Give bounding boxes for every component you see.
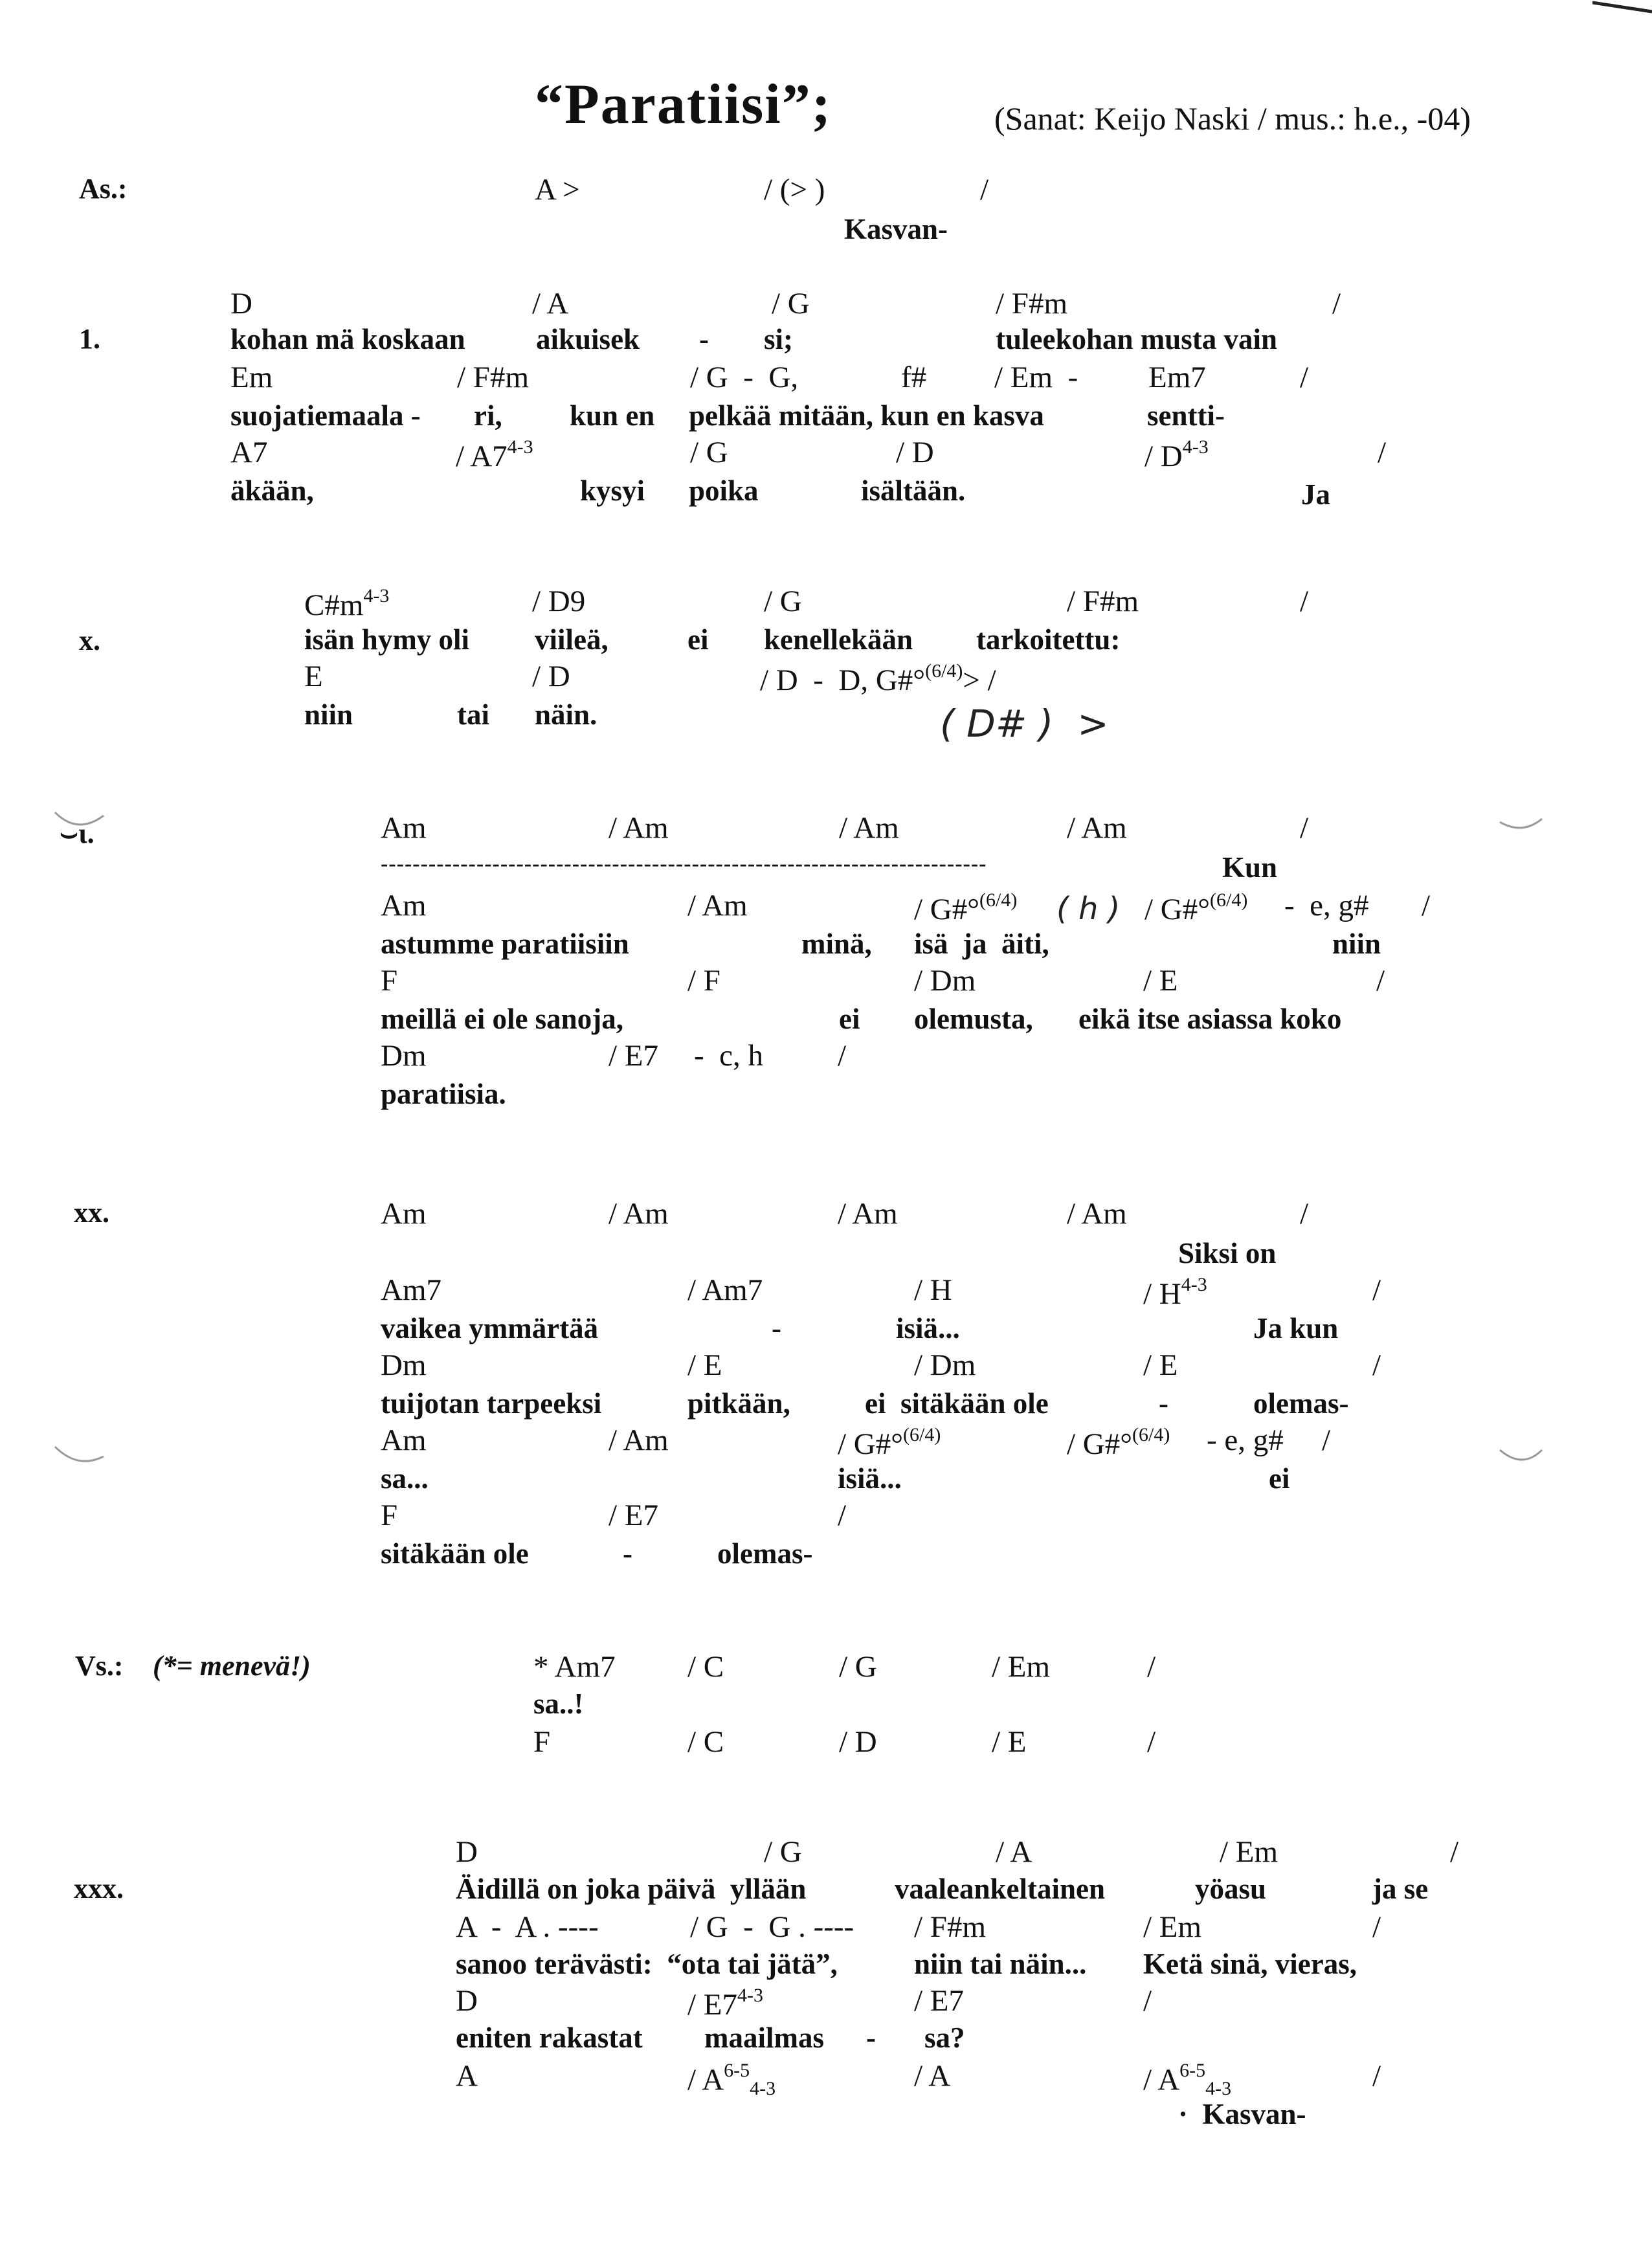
chord: / Am7 [687,1273,763,1307]
chord: Em [230,361,273,394]
chord: / Em [992,1650,1051,1684]
lyric: minä, [801,928,872,960]
lyric: aikuisek [536,323,640,355]
chord: D [456,1984,478,2018]
lyric: eniten rakastat [456,2022,643,2054]
chord: Am [381,811,427,845]
chord: / Dm [914,964,976,998]
chord-with-extension [1143,2061,1231,2099]
chord: / Am [1067,1197,1127,1231]
handwritten-annotation: ( D# ) > [940,702,1109,746]
lyric: tarkoitettu: [976,623,1121,656]
chord: / [1372,1910,1381,1944]
chord-subscript: 4-3 [1205,2078,1232,2099]
chord: / Am [687,889,748,922]
chord: / E7 [608,1039,659,1073]
chord: F [381,964,398,998]
lyric: niin tai näin... [914,1948,1087,1980]
lyric: niin [1332,928,1381,960]
chord: / Am [839,811,899,845]
chord: / F#m [996,287,1068,320]
lyric: niin [304,698,353,731]
section-note: (*= menevä!) [153,1650,311,1682]
chord-with-extension [838,1425,941,1460]
credits: (Sanat: Keijo Naski / mus.: h.e., -04) [994,100,1471,137]
lyric: olemas- [717,1537,813,1570]
chord: / [1378,436,1387,469]
chord-superscript: (6/4) [903,1424,941,1445]
chord: Am [381,1423,427,1457]
section-label-x: x. [79,625,100,656]
chord: / F#m [1067,585,1139,618]
lyric: vaikea ymmärtää [381,1312,599,1344]
lyric: suojatiemaala - [230,399,421,432]
lyric: - [866,2022,876,2054]
lyric: viileä, [535,623,608,656]
chord: - e, g# [1284,889,1369,922]
lyric: sanoo terävästi: “ota tai jätä”, [456,1948,838,1980]
lyric: ri, [474,399,502,432]
chord-root: / A [1143,2063,1180,2097]
scan-mark-arc [1497,1437,1548,1476]
chord: / [1422,889,1431,922]
chord: D [230,287,252,320]
chord-superscript: (6/4) [979,889,1018,911]
chord: / E7 [608,1499,659,1532]
dash-line: ---------------------------------------------------------------------------- [381,852,987,876]
chord-root: / A7 [456,440,508,473]
chord: / D [896,436,934,469]
chord: / [1372,1348,1381,1382]
chord: / F [687,964,720,998]
chord: / [980,173,989,206]
lyric: tuleekohan musta vain [996,323,1278,355]
chord: / Em - [994,361,1078,394]
chord: / G - G . ---- [690,1910,854,1944]
lyric: kun en [570,399,655,432]
lyric: sitäkään ole [381,1537,529,1570]
chord: - c, h [694,1039,764,1073]
chord-with-extension [1067,1425,1170,1460]
chord: / A [532,287,569,320]
chord-with-extension [760,662,996,696]
chord: / E [687,1348,722,1382]
chord: / Em [1220,1835,1278,1869]
lyric: Kasvan- [844,213,948,245]
lyric: kysyi [580,474,645,507]
lyric: eikä itse asiassa koko [1078,1003,1342,1035]
section-label-xxx: xxx. [74,1873,124,1904]
chord: A > [535,173,580,206]
chord: E [304,660,323,693]
handwritten-annotation: ( h ) [1056,891,1121,927]
chord: / F#m [457,361,530,394]
lyric: isä ja äiti, [914,928,1049,960]
lyric: Ja kun [1253,1312,1339,1344]
chord: - e, g# [1207,1423,1284,1457]
lyric: isiä... [896,1312,960,1344]
chord: / [1322,1423,1331,1457]
lyric: pitkään, [687,1387,790,1420]
lyric: paratiisia. [381,1078,506,1110]
lyric: ei sitäkään ole [865,1387,1049,1420]
chord-with-extension [914,891,1017,925]
chord-superscript: 6-5 [1179,2060,1206,2081]
chord: / Am [1067,811,1127,845]
chord: / A [996,1835,1032,1869]
chord-root: / D [1144,440,1183,473]
lyric: näin. [535,698,597,731]
lyric: - [623,1537,632,1570]
lyric: kohan mä koskaan [230,323,465,355]
chord: / [838,1039,847,1073]
chord-superscript: 4-3 [507,436,533,458]
page-title: “Paratiisi”; [535,73,832,136]
lyric: isiä... [838,1462,902,1495]
lyric: ei [839,1003,860,1035]
chord: / D [839,1725,877,1759]
chord: f# [901,361,927,394]
lyric: ei [687,623,709,656]
lyric: ja se [1372,1873,1429,1905]
chord: / [1147,1725,1156,1759]
lyric: tai [457,698,489,731]
lyric: isän hymy oli [304,623,470,656]
chord: / E [1143,1348,1178,1382]
chord: / G [839,1650,877,1684]
chord: / [838,1499,847,1532]
chord: / Am [608,1197,669,1231]
lyric: - [772,1312,781,1344]
chord: Am7 [381,1273,441,1307]
chord: Em7 [1148,361,1206,394]
chord: A7 [230,436,268,469]
lyric: Ketä sinä, vieras, [1143,1948,1357,1980]
lyric: sa? [924,2022,965,2054]
chord: / [1143,1984,1152,2018]
lyric: Siksi on [1178,1237,1277,1269]
chord: / E7 [914,1984,965,2018]
lyric: · Kasvan- [1178,2098,1306,2130]
chord-superscript: 4-3 [1182,436,1209,458]
chord: Dm [381,1039,427,1073]
lyric: - [1159,1387,1168,1420]
chord: / [1376,964,1385,998]
chord-root: / G#° [838,1427,904,1461]
chord: / (> ) [764,173,825,206]
lyric: Äidillä on joka päivä yllään [456,1873,807,1905]
lyric: olemas- [1253,1387,1349,1420]
lyric: meillä ei ole sanoja, [381,1003,623,1035]
chord: / C [687,1725,724,1759]
chord: / H [914,1273,952,1307]
chord: / [1332,287,1341,320]
lyric: tuijotan tarpeeksi [381,1387,602,1420]
section-label-intro: As.: [79,173,128,205]
section-label-chorus: ⌣ɩ. [60,818,95,849]
lyric: vaaleankeltainen [895,1873,1106,1905]
lyric: Kun [1222,851,1278,884]
chord: / E [992,1725,1027,1759]
chord-with-extension [687,2061,776,2099]
chord: D [456,1835,478,1869]
chord: A [456,2059,478,2093]
chord: / [1372,2059,1381,2093]
chord: / G [764,1835,802,1869]
lyric: äkään, [230,474,314,507]
chord: / D9 [532,585,586,618]
chord-subscript: 4-3 [750,2078,776,2099]
lyric: yöasu [1195,1873,1267,1905]
chord-superscript: 4-3 [1181,1274,1207,1295]
chord-superscript: (6/4) [1210,889,1248,911]
chord: / G [690,436,728,469]
chord-with-extension [1144,438,1209,472]
chord: / Dm [914,1348,976,1382]
lyric: sa... [381,1462,429,1495]
chord: / Am [608,811,669,845]
chord: / D [532,660,570,693]
chord-superscript: 4-3 [737,1985,764,2006]
chord: / A [914,2059,951,2093]
chord: / G [764,585,802,618]
chord: / [1147,1650,1156,1684]
lyric: Ja [1301,478,1330,511]
section-label-verse1: 1. [79,323,100,355]
chord-root: / H [1143,1277,1181,1311]
lyric: ei [1269,1462,1290,1495]
lyric: isältään. [861,474,966,507]
chord-with-extension [1144,891,1247,925]
lyric: maailmas [704,2022,824,2054]
chord-root: / A [687,2063,724,2097]
chord-root: / D - D, G#° [760,663,926,697]
chord-root: C#m [304,588,364,622]
chord: / E [1143,964,1178,998]
scan-mark-arc [52,803,110,842]
scan-mark-corner [1592,0,1652,16]
chord-superscript: 4-3 [363,585,390,607]
chord: Am [381,1197,427,1231]
chord: Am [381,889,427,922]
chord: / [1372,1273,1381,1307]
chord: / Am [608,1423,669,1457]
lyric: sa..! [533,1688,584,1720]
chord: / [1450,1835,1459,1869]
chord-with-extension [1143,1275,1207,1310]
chord: / F#m [914,1910,987,1944]
lyric: si; [764,323,793,355]
chord-root: / G#° [1067,1427,1133,1461]
chord-superscript: (6/4) [925,660,963,682]
chord: / [1300,811,1309,845]
chord-root: / E7 [687,1988,738,2022]
chord: / [1300,1197,1309,1231]
lyric: poika [689,474,759,507]
lyric: kenellekään [764,623,913,656]
chord: / C [687,1650,724,1684]
scan-mark-arc [1497,803,1548,842]
chord: / [1300,585,1309,618]
chord-with-extension [687,1986,763,2020]
chord-with-extension [304,586,389,621]
chord-superscript: 6-5 [724,2060,750,2081]
chord-with-extension [456,438,533,472]
lyric: pelkää mitään, kun en kasva [689,399,1044,432]
section-label-xx: xx. [74,1197,109,1229]
chord: / [1300,361,1309,394]
chord-superscript: (6/4) [1132,1424,1170,1445]
chord: F [533,1725,551,1759]
lyric: olemusta, [914,1003,1033,1035]
chord-suffix: > / [963,663,996,697]
chord: / Em [1143,1910,1202,1944]
lyric: - [699,323,709,355]
chord: / G [772,287,810,320]
chord: Dm [381,1348,427,1382]
chord: * Am7 [533,1650,616,1684]
chord: / G - G, [690,361,799,394]
scan-mark-arc [52,1437,110,1476]
lyric: astumme paratiisiin [381,928,629,960]
lyric: sentti- [1147,399,1225,432]
chord-root: / G#° [914,893,980,926]
chord: A - A . ---- [456,1910,599,1944]
section-label-vs: Vs.: [75,1650,124,1682]
chord: / Am [838,1197,898,1231]
chord-root: / G#° [1144,893,1211,926]
chord: F [381,1499,398,1532]
